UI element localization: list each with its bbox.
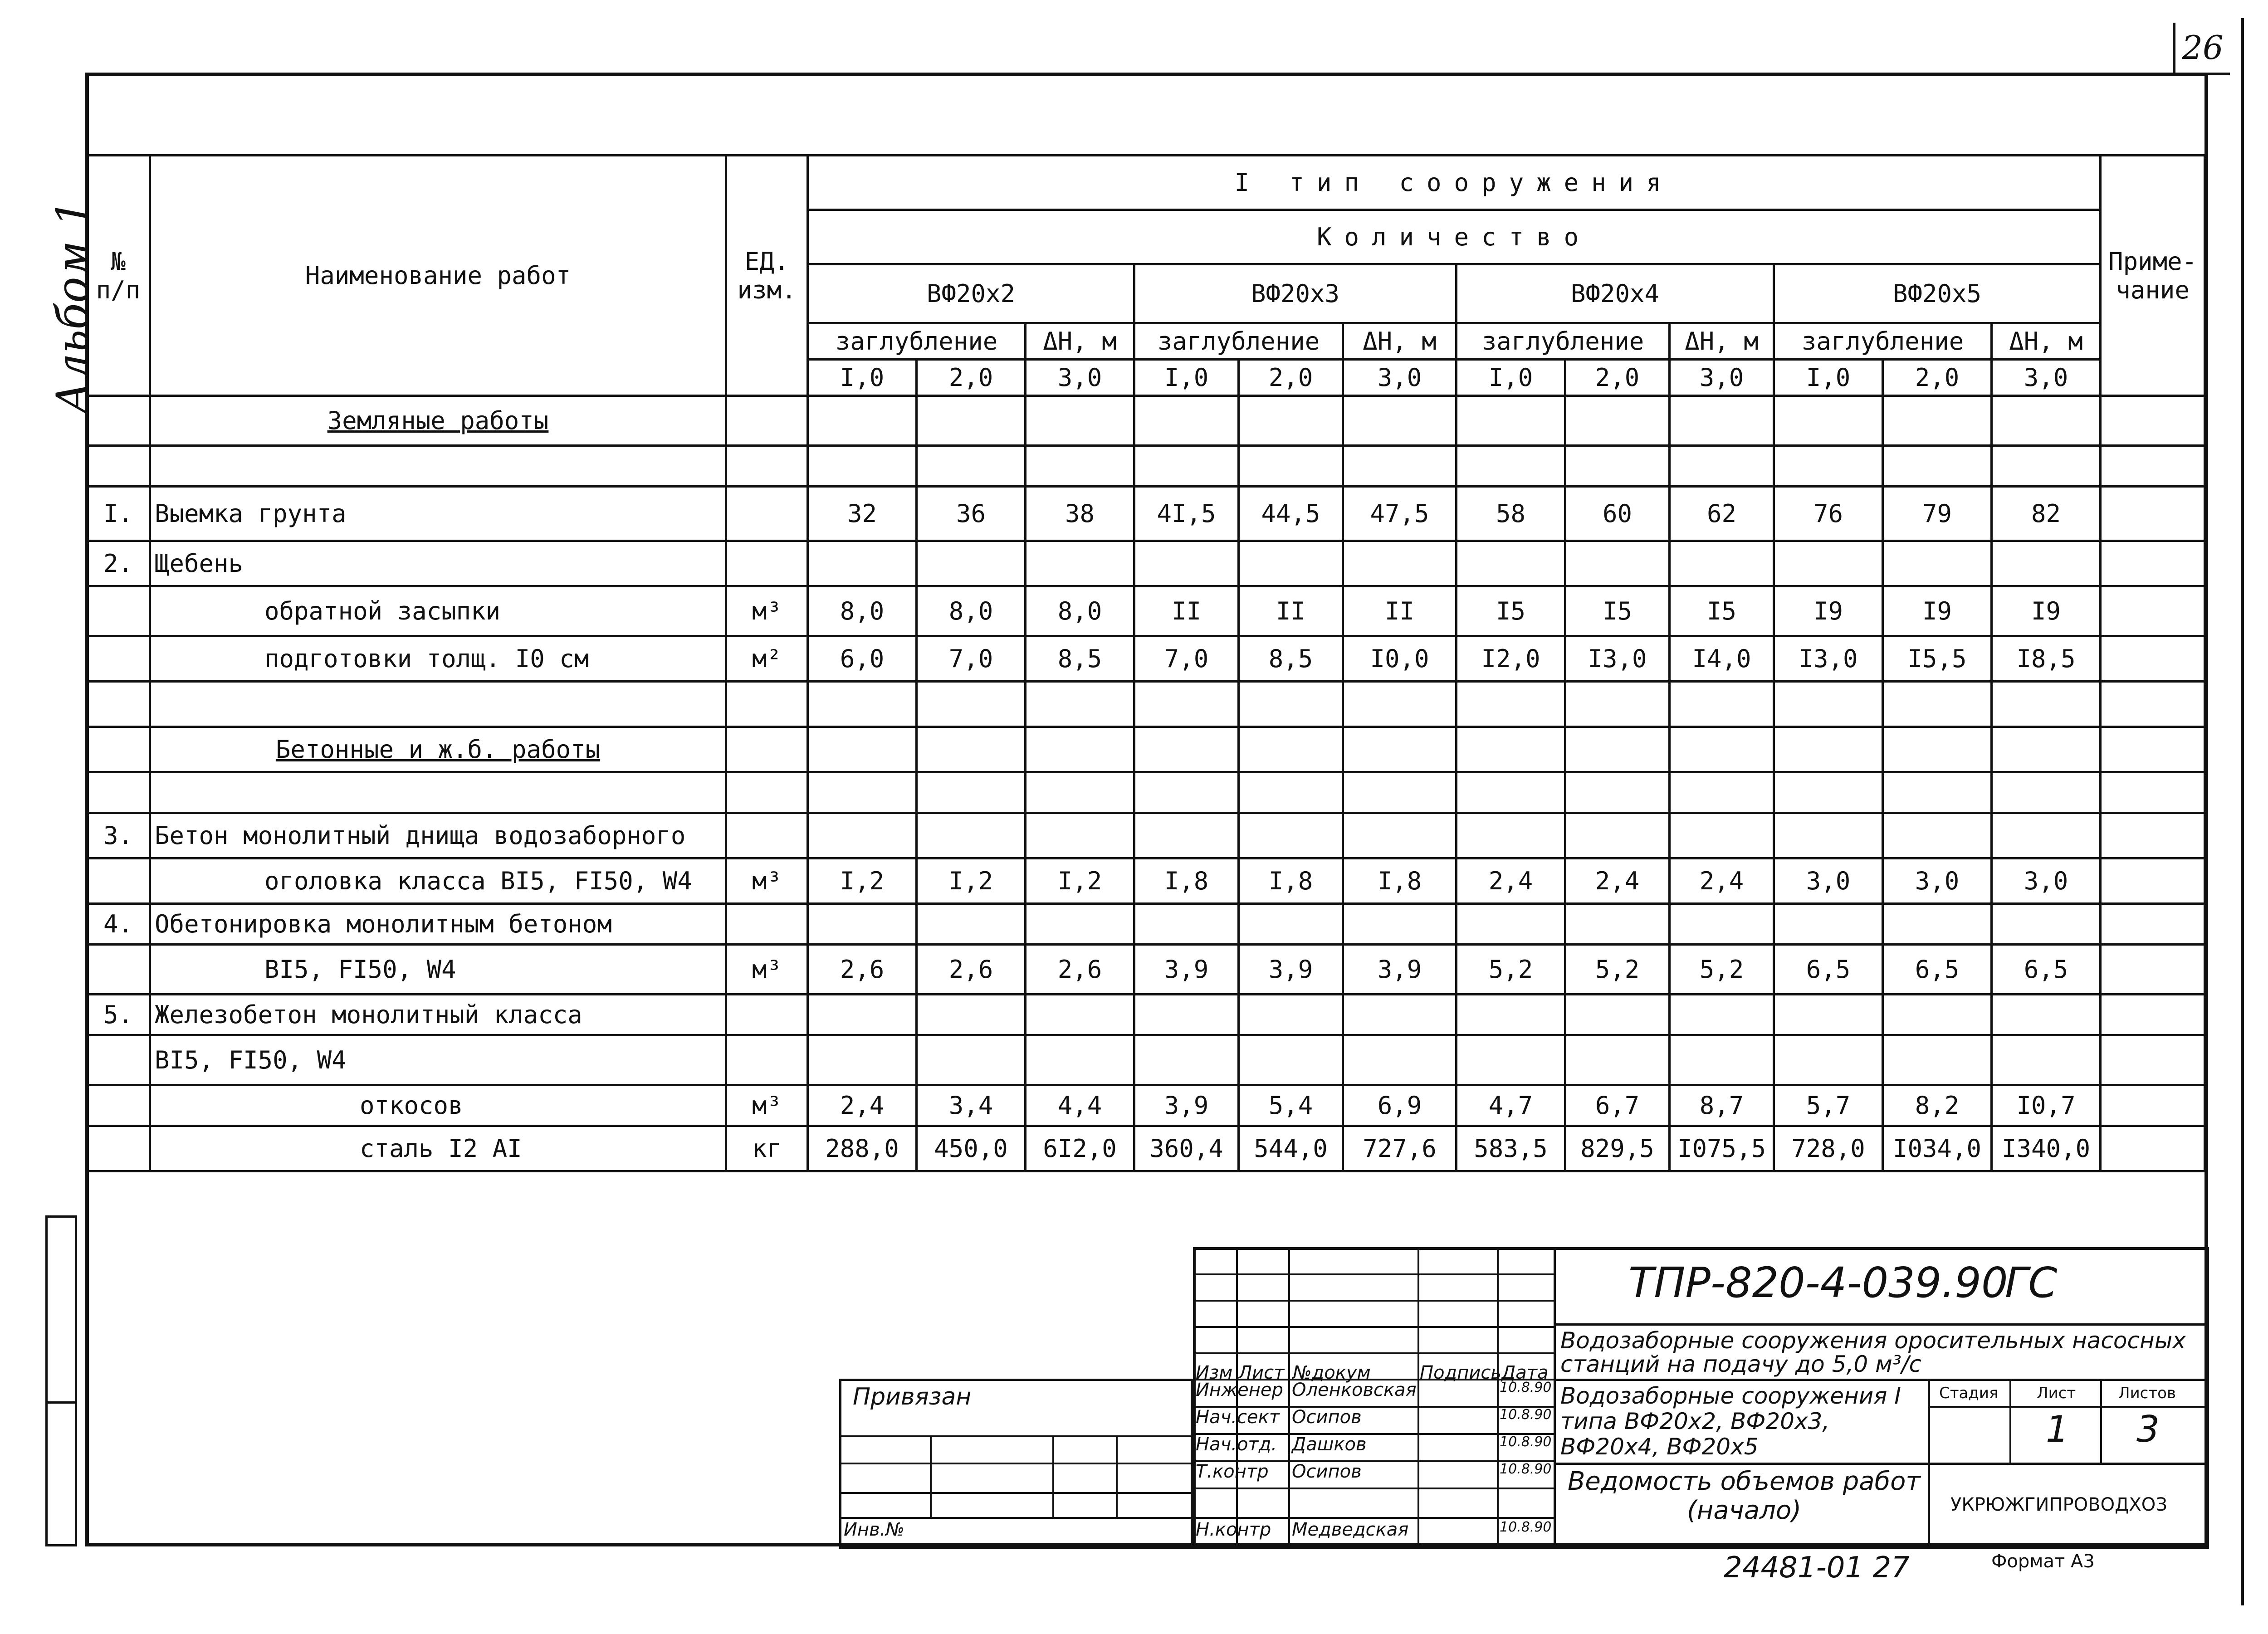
quantity-cell (1565, 1035, 1670, 1085)
quantity-cell: 5,4 (1239, 1085, 1343, 1126)
quantity-cell: 2,6 (917, 945, 1026, 995)
bottom-code: 24481-01 27 (1724, 1551, 1910, 1585)
table-row (87, 1126, 2205, 1171)
structure-type-header: I тип сооружения (808, 156, 2101, 210)
group-header: ВФ20х2 (808, 264, 1134, 323)
quantity-cell (808, 813, 917, 858)
row-number: 2. (87, 541, 150, 586)
quantity-cell (1343, 904, 1457, 945)
sheet-title: Ведомость объемов работ (начало) (1568, 1467, 1921, 1525)
depth-value: 2,0 (1565, 360, 1670, 396)
quantity-cell: 829,5 (1565, 1126, 1670, 1171)
quantity-cell: I5,5 (1883, 636, 1992, 682)
quantity-cell: 6I2,0 (1026, 1126, 1134, 1171)
table-row (87, 995, 2205, 1035)
note-cell (2101, 541, 2205, 586)
quantity-cell (1774, 813, 1883, 858)
quantity-cell: I,8 (1134, 858, 1239, 904)
quantity-cell (917, 541, 1026, 586)
depth-value: I,0 (1134, 360, 1239, 396)
quantity-cell: 5,2 (1565, 945, 1670, 995)
col-name-header: Наименование работ (150, 156, 726, 396)
table-row (87, 904, 2205, 945)
depth-value: 3,0 (1026, 360, 1134, 396)
quantity-cell: 6,0 (808, 636, 917, 682)
group-header: ВФ20х4 (1457, 264, 1774, 323)
quantity-cell: 6,9 (1343, 1085, 1457, 1126)
left-margin-divider (45, 1401, 77, 1404)
dh-subheader: ΔН, м (1026, 323, 1134, 360)
row-number: 4. (87, 904, 150, 945)
quantity-cell: I340,0 (1992, 1126, 2101, 1171)
quantity-cell (1774, 541, 1883, 586)
quantity-cell (808, 541, 917, 586)
unit-cell (726, 904, 808, 945)
work-name: оголовка класса BI5, FI50, W4 (150, 858, 726, 904)
quantity-cell: I075,5 (1670, 1126, 1774, 1171)
depth-subheader: заглубление (1774, 323, 1992, 360)
quantity-cell: 6,5 (1992, 945, 2101, 995)
sheets-value: 3 (2136, 1408, 2160, 1450)
stamp-person-name: Дашков (1292, 1434, 1367, 1455)
depth-value: I,0 (808, 360, 917, 396)
quantity-cell (1343, 995, 1457, 1035)
rev-header: Изм (1196, 1362, 1233, 1383)
unit-cell: м³ (726, 1085, 808, 1126)
work-name: подготовки толщ. I0 см (150, 636, 726, 682)
quantity-cell: I,2 (1026, 858, 1134, 904)
work-name: BI5, FI50, W4 (150, 945, 726, 995)
quantity-cell (1026, 1035, 1134, 1085)
quantity-cell (1670, 541, 1774, 586)
quantity-cell (1343, 1035, 1457, 1085)
quantity-cell: 450,0 (917, 1126, 1026, 1171)
bound-label: Привязан (853, 1383, 972, 1410)
note-cell (2101, 1035, 2205, 1085)
stamp-person-role: Инженер (1196, 1380, 1283, 1400)
unit-cell (726, 541, 808, 586)
quantity-cell (1992, 904, 2101, 945)
page-number: 26 (2173, 23, 2230, 75)
depth-value: 2,0 (917, 360, 1026, 396)
right-margin-line (2241, 18, 2244, 1605)
quantity-cell: I034,0 (1883, 1126, 1992, 1171)
depth-value: I,0 (1774, 360, 1883, 396)
quantity-cell: 3,9 (1343, 945, 1457, 995)
depth-value: 2,0 (1239, 360, 1343, 396)
quantity-cell: 288,0 (808, 1126, 917, 1171)
quantity-cell: 7,0 (1134, 636, 1239, 682)
quantity-cell (1565, 904, 1670, 945)
quantity-cell: 5,2 (1457, 945, 1565, 995)
quantity-cell: I9 (1883, 586, 1992, 636)
work-name: обратной засыпки (150, 586, 726, 636)
work-name: Щебень (150, 541, 726, 586)
quantity-cell: 44,5 (1239, 487, 1343, 541)
note-cell (2101, 813, 2205, 858)
quantity-cell: 8,0 (917, 586, 1026, 636)
quantity-cell (1343, 541, 1457, 586)
table-row (87, 858, 2205, 904)
note-cell (2101, 1126, 2205, 1171)
work-name: BI5, FI50, W4 (150, 1035, 726, 1085)
quantity-cell (1026, 813, 1134, 858)
quantity-cell: 2,4 (1457, 858, 1565, 904)
format-label: Формат А3 (1991, 1551, 2095, 1572)
unit-cell (726, 1035, 808, 1085)
quantity-cell: 8,7 (1670, 1085, 1774, 1126)
row-number (87, 636, 150, 682)
quantity-cell (1239, 995, 1343, 1035)
stamp-person-date: 10.8.90 (1500, 1407, 1552, 1423)
quantity-cell: I0,0 (1343, 636, 1457, 682)
dh-subheader: ΔН, м (1343, 323, 1457, 360)
work-name: откосов (150, 1085, 726, 1126)
quantity-cell: 6,5 (1774, 945, 1883, 995)
quantity-cell (1883, 904, 1992, 945)
stamp-person-name: Медведская (1292, 1519, 1409, 1540)
quantity-cell: II (1134, 586, 1239, 636)
stamp-person-name: Осипов (1292, 1407, 1362, 1428)
quantity-cell (1670, 813, 1774, 858)
stamp-person-role: Нач.отд. (1196, 1434, 1277, 1455)
quantity-cell (1774, 1035, 1883, 1085)
quantity-cell: 8,0 (808, 586, 917, 636)
quantity-cell (1774, 904, 1883, 945)
quantity-cell: I3,0 (1565, 636, 1670, 682)
table-row (87, 945, 2205, 995)
quantity-cell (1239, 1035, 1343, 1085)
quantity-cell: I9 (1774, 586, 1883, 636)
quantity-cell: 360,4 (1134, 1126, 1239, 1171)
quantity-cell (1670, 1035, 1774, 1085)
sheet-value: 1 (2046, 1408, 2069, 1450)
quantity-cell (1457, 1035, 1565, 1085)
sheets-label: Листов (2118, 1384, 2176, 1402)
quantity-cell: 728,0 (1774, 1126, 1883, 1171)
quantity-cell (1134, 541, 1239, 586)
quantity-cell: 2,4 (808, 1085, 917, 1126)
group-header: ВФ20х3 (1134, 264, 1457, 323)
quantity-cell (1992, 813, 2101, 858)
quantity-cell (1134, 995, 1239, 1035)
quantity-cell: 3,0 (1774, 858, 1883, 904)
quantity-cell: 4,7 (1457, 1085, 1565, 1126)
quantity-cell: 36 (917, 487, 1026, 541)
quantity-cell (1026, 541, 1134, 586)
work-name: Бетон монолитный днища водозаборного (150, 813, 726, 858)
quantity-cell: 6,5 (1883, 945, 1992, 995)
row-number (87, 586, 150, 636)
quantity-cell (1026, 995, 1134, 1035)
quantity-cell: 3,9 (1134, 945, 1239, 995)
depth-subheader: заглубление (1134, 323, 1343, 360)
note-cell (2101, 858, 2205, 904)
quantity-cell: 7,0 (917, 636, 1026, 682)
stamp-person-date: 10.8.90 (1500, 1519, 1552, 1535)
quantity-cell (1992, 541, 2101, 586)
quantity-cell (1883, 541, 1992, 586)
quantity-cell: 583,5 (1457, 1126, 1565, 1171)
quantity-cell (1457, 813, 1565, 858)
table-row (87, 1085, 2205, 1126)
quantity-cell (917, 813, 1026, 858)
quantity-cell (1134, 1035, 1239, 1085)
row-number (87, 1085, 150, 1126)
quantity-cell (917, 995, 1026, 1035)
quantity-cell (1670, 995, 1774, 1035)
quantity-cell (808, 1035, 917, 1085)
quantity-cell: 32 (808, 487, 917, 541)
unit-cell (726, 995, 808, 1035)
quantity-cell: 76 (1774, 487, 1883, 541)
quantity-cell: I2,0 (1457, 636, 1565, 682)
depth-value: 3,0 (1670, 360, 1774, 396)
quantity-cell (1457, 995, 1565, 1035)
project-title: Водозаборные сооружения оросительных насосных станций на подачу до 5,0 м³/с (1560, 1327, 2186, 1377)
quantity-cell (808, 904, 917, 945)
work-name: сталь I2 AI (150, 1126, 726, 1171)
col-num-header: № п/п (87, 156, 150, 396)
quantity-cell: 2,4 (1670, 858, 1774, 904)
rev-header: Дата (1501, 1362, 1549, 1383)
quantity-cell: 5,7 (1774, 1085, 1883, 1126)
work-name: Железобетон монолитный класса (150, 995, 726, 1035)
quantity-cell: I5 (1457, 586, 1565, 636)
quantity-cell: 2,6 (808, 945, 917, 995)
quantity-cell: 3,4 (917, 1085, 1026, 1126)
doc-mark: ГС (2005, 1258, 2058, 1307)
quantity-cell: I3,0 (1774, 636, 1883, 682)
note-cell (2101, 995, 2205, 1035)
stamp-person-role: Н.контр (1196, 1519, 1271, 1540)
quantity-header: Количество (808, 210, 2101, 264)
quantity-cell (1774, 995, 1883, 1035)
quantity-cell (1134, 904, 1239, 945)
depth-value: 2,0 (1883, 360, 1992, 396)
note-cell (2101, 586, 2205, 636)
col-unit-header: ЕД. изм. (726, 156, 808, 396)
quantity-cell: 4,4 (1026, 1085, 1134, 1126)
depth-value: I,0 (1457, 360, 1565, 396)
quantity-cell: 8,5 (1239, 636, 1343, 682)
quantity-cell: 47,5 (1343, 487, 1457, 541)
group-header: ВФ20х5 (1774, 264, 2101, 323)
unit-cell: м³ (726, 858, 808, 904)
quantity-cell: I9 (1992, 586, 2101, 636)
unit-cell: м³ (726, 945, 808, 995)
quantity-cell (1343, 813, 1457, 858)
note-cell (2101, 487, 2205, 541)
quantity-cell (1457, 541, 1565, 586)
quantity-cell: 79 (1883, 487, 1992, 541)
left-margin-strip (45, 1215, 77, 1546)
quantity-cell (1883, 813, 1992, 858)
row-number (87, 945, 150, 995)
quantity-cell: 2,6 (1026, 945, 1134, 995)
quantity-cell: II (1343, 586, 1457, 636)
quantity-cell: 4I,5 (1134, 487, 1239, 541)
depth-value: 3,0 (1992, 360, 2101, 396)
quantity-cell: I4,0 (1670, 636, 1774, 682)
note-cell (2101, 636, 2205, 682)
quantity-cell: 58 (1457, 487, 1565, 541)
stamp-person-role: Нач.сект (1196, 1407, 1280, 1428)
unit-cell (726, 487, 808, 541)
quantity-cell (1134, 813, 1239, 858)
unit-cell: кг (726, 1126, 808, 1171)
quantity-cell: 5,2 (1670, 945, 1774, 995)
work-volume-table (85, 154, 2206, 1172)
unit-cell: м³ (726, 586, 808, 636)
quantity-cell (1026, 904, 1134, 945)
album-label: Альбом 1 (47, 199, 98, 414)
row-number: 3. (87, 813, 150, 858)
quantity-cell: I,2 (917, 858, 1026, 904)
object-title: Водозаборные сооружения I типа ВФ20х2, ВФ20х3, ВФ20х4, ВФ20х5 (1560, 1383, 1901, 1460)
quantity-cell (808, 995, 917, 1035)
quantity-cell: I5 (1565, 586, 1670, 636)
note-cell (2101, 1085, 2205, 1126)
quantity-cell (1992, 1035, 2101, 1085)
quantity-cell: 62 (1670, 487, 1774, 541)
quantity-cell: I5 (1670, 586, 1774, 636)
stamp-person-date: 10.8.90 (1500, 1380, 1552, 1395)
quantity-cell: I,8 (1343, 858, 1457, 904)
quantity-cell (1565, 995, 1670, 1035)
stamp-person-role: Т.контр (1196, 1461, 1269, 1482)
quantity-cell: II (1239, 586, 1343, 636)
quantity-cell (917, 1035, 1026, 1085)
doc-code: ТПР-820-4-039.90 (1628, 1258, 2008, 1307)
unit-cell (726, 813, 808, 858)
quantity-cell (1883, 1035, 1992, 1085)
quantity-cell: I,2 (808, 858, 917, 904)
quantity-cell (1565, 813, 1670, 858)
table-row (87, 636, 2205, 682)
row-number (87, 1126, 150, 1171)
inv-label: Инв.№ (844, 1519, 904, 1540)
dh-subheader: ΔН, м (1992, 323, 2101, 360)
rev-header: Лист (1238, 1362, 1285, 1383)
work-name: Обетонировка монолитным бетоном (150, 904, 726, 945)
quantity-cell (1239, 541, 1343, 586)
quantity-cell: 60 (1565, 487, 1670, 541)
quantity-cell (1239, 813, 1343, 858)
stage-label: Стадия (1939, 1384, 1999, 1402)
quantity-cell: 3,9 (1134, 1085, 1239, 1126)
table-row (87, 541, 2205, 586)
work-name: Выемка грунта (150, 487, 726, 541)
quantity-cell: 3,9 (1239, 945, 1343, 995)
rev-header: Подпись (1420, 1362, 1501, 1383)
depth-value: 3,0 (1343, 360, 1457, 396)
quantity-cell (1239, 904, 1343, 945)
depth-subheader: заглубление (1457, 323, 1670, 360)
quantity-cell: 3,0 (1992, 858, 2101, 904)
quantity-cell: 727,6 (1343, 1126, 1457, 1171)
row-number: 5. (87, 995, 150, 1035)
stamp-person-name: Осипов (1292, 1461, 1362, 1482)
row-number (87, 858, 150, 904)
quantity-cell: 8,5 (1026, 636, 1134, 682)
section-title: Земляные работы (150, 396, 726, 446)
dh-subheader: ΔН, м (1670, 323, 1774, 360)
quantity-cell: 8,0 (1026, 586, 1134, 636)
section-title: Бетонные и ж.б. работы (150, 727, 726, 772)
quantity-cell: 82 (1992, 487, 2101, 541)
note-cell (2101, 904, 2205, 945)
quantity-cell (1670, 904, 1774, 945)
table-row (87, 1035, 2205, 1085)
quantity-cell: I8,5 (1992, 636, 2101, 682)
sheet-label: Лист (2037, 1384, 2076, 1402)
unit-cell: м² (726, 636, 808, 682)
row-number (87, 1035, 150, 1085)
table-row (87, 586, 2205, 636)
table-row (87, 487, 2205, 541)
stamp-person-date: 10.8.90 (1500, 1461, 1552, 1477)
quantity-cell: 544,0 (1239, 1126, 1343, 1171)
quantity-cell (1883, 995, 1992, 1035)
stamp-person-name: Оленковская (1292, 1380, 1417, 1400)
row-number: I. (87, 487, 150, 541)
quantity-cell: 3,0 (1883, 858, 1992, 904)
note-cell (2101, 945, 2205, 995)
quantity-cell: 38 (1026, 487, 1134, 541)
quantity-cell: 2,4 (1565, 858, 1670, 904)
depth-subheader: заглубление (808, 323, 1026, 360)
table-row (87, 813, 2205, 858)
organization: УКРЮЖГИПРОВОДХОЗ (1950, 1494, 2167, 1515)
quantity-cell: 8,2 (1883, 1085, 1992, 1126)
quantity-cell: 6,7 (1565, 1085, 1670, 1126)
quantity-cell: I0,7 (1992, 1085, 2101, 1126)
stamp-person-date: 10.8.90 (1500, 1434, 1552, 1450)
col-note-header: Приме- чание (2101, 156, 2205, 396)
rev-header: №докум (1293, 1362, 1371, 1383)
quantity-cell (917, 904, 1026, 945)
quantity-cell (1992, 995, 2101, 1035)
quantity-cell (1457, 904, 1565, 945)
quantity-cell: I,8 (1239, 858, 1343, 904)
quantity-cell (1565, 541, 1670, 586)
